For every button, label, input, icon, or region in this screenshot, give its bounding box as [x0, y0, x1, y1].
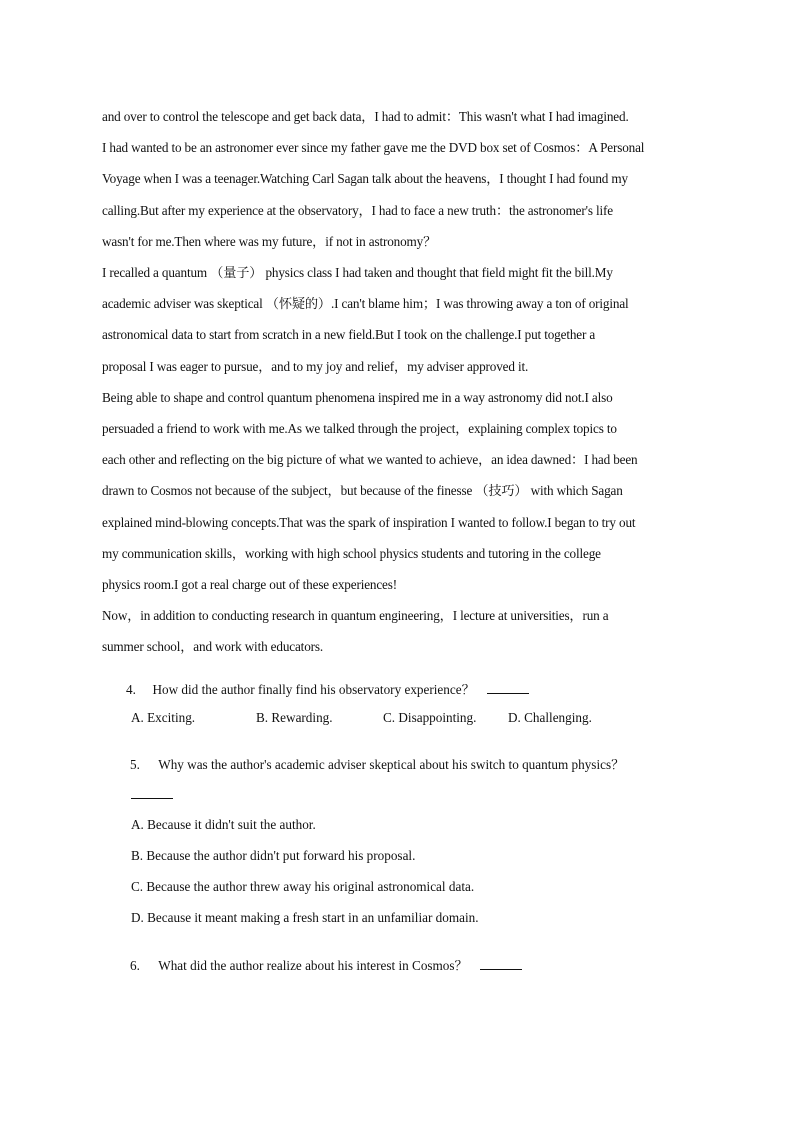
option-b[interactable]: B. Because the author didn't put forward his proposal. [131, 848, 416, 863]
passage-line: persuaded a friend to work with me.As we talked through the project，explaining complex topics to [102, 421, 617, 437]
answer-blank[interactable] [131, 786, 173, 799]
passage-line: I had wanted to be an astronomer ever since my father gave me the DVD box set of Cosmos：A Personal [102, 140, 645, 156]
option-d[interactable]: D. Challenging. [508, 710, 592, 725]
question-text: What did the author realize about his interest in Cosmos？ [158, 958, 468, 973]
option-d[interactable]: D. Because it meant making a fresh start in an unfamiliar domain. [131, 910, 479, 925]
question-5-blank-line [131, 786, 173, 803]
passage-line: and over to control the telescope and get back data，I had to admit：This wasn't what I had imagined. [102, 109, 629, 124]
question-text: How did the author finally find his observatory experience？ [152, 682, 475, 697]
answer-blank[interactable] [480, 957, 522, 970]
question-text: Why was the author's academic adviser skeptical about his switch to quantum physics？ [158, 757, 625, 772]
question-number: 5. [130, 757, 140, 772]
passage-line: proposal I was eager to pursue，and to my joy and relief，my adviser approved it. [102, 358, 529, 374]
passage-line: Voyage when I was a teenager.Watching Carl Sagan talk about the heavens，I thought I had found my [102, 171, 628, 187]
question-number: 4. [126, 682, 136, 697]
passage-line: Being able to shape and control quantum phenomena inspired me in a way astronomy did not.I also [102, 389, 613, 405]
option-a[interactable]: A. Because it didn't suit the author. [131, 817, 316, 832]
passage-line: explained mind-blowing concepts.That was the spark of inspiration I wanted to follow.I began to try out [102, 514, 636, 530]
question-6 [130, 955, 522, 974]
question-number: 6. [130, 958, 140, 973]
passage-line: calling.But after my experience at the observatory，I had to face a new truth：the astronomer's life [102, 202, 613, 218]
answer-blank[interactable] [487, 681, 529, 694]
passage-line: astronomical data to start from scratch in a new field.But I took on the challenge.I put together a [102, 327, 596, 343]
passage-line: wasn't for me.Then where was my future，if not in astronomy？ [102, 233, 437, 249]
passage-line: physics room.I got a real charge out of these experiences! [102, 577, 397, 593]
passage-line: Now，in addition to conducting research in quantum engineering，I lecture at universities，run a [102, 608, 609, 624]
passage-line: each other and reflecting on the big picture of what we wanted to achieve，an idea dawned：I had been [102, 452, 638, 468]
passage-line: my communication skills，working with high school physics students and tutoring in the college [102, 545, 601, 561]
reading-passage [102, 101, 702, 663]
passage-line: summer school，and work with educators. [102, 639, 324, 655]
question-4 [126, 679, 529, 698]
option-c[interactable]: C. Because the author threw away his original astronomical data. [131, 879, 475, 894]
passage-line: drawn to Cosmos not because of the subject，but because of the finesse （技巧） with which Sagan [102, 483, 623, 499]
option-a[interactable]: A. Exciting. [131, 710, 196, 725]
passage-line: academic adviser was skeptical （怀疑的）.I can't blame him；I was throwing away a ton of original [102, 296, 629, 312]
option-b[interactable]: B. Rewarding. [256, 710, 333, 725]
option-c[interactable]: C. Disappointing. [383, 710, 477, 725]
question-5 [130, 754, 624, 773]
passage-line: I recalled a quantum （量子） physics class I had taken and thought that field might fit the bill.My [102, 265, 613, 281]
